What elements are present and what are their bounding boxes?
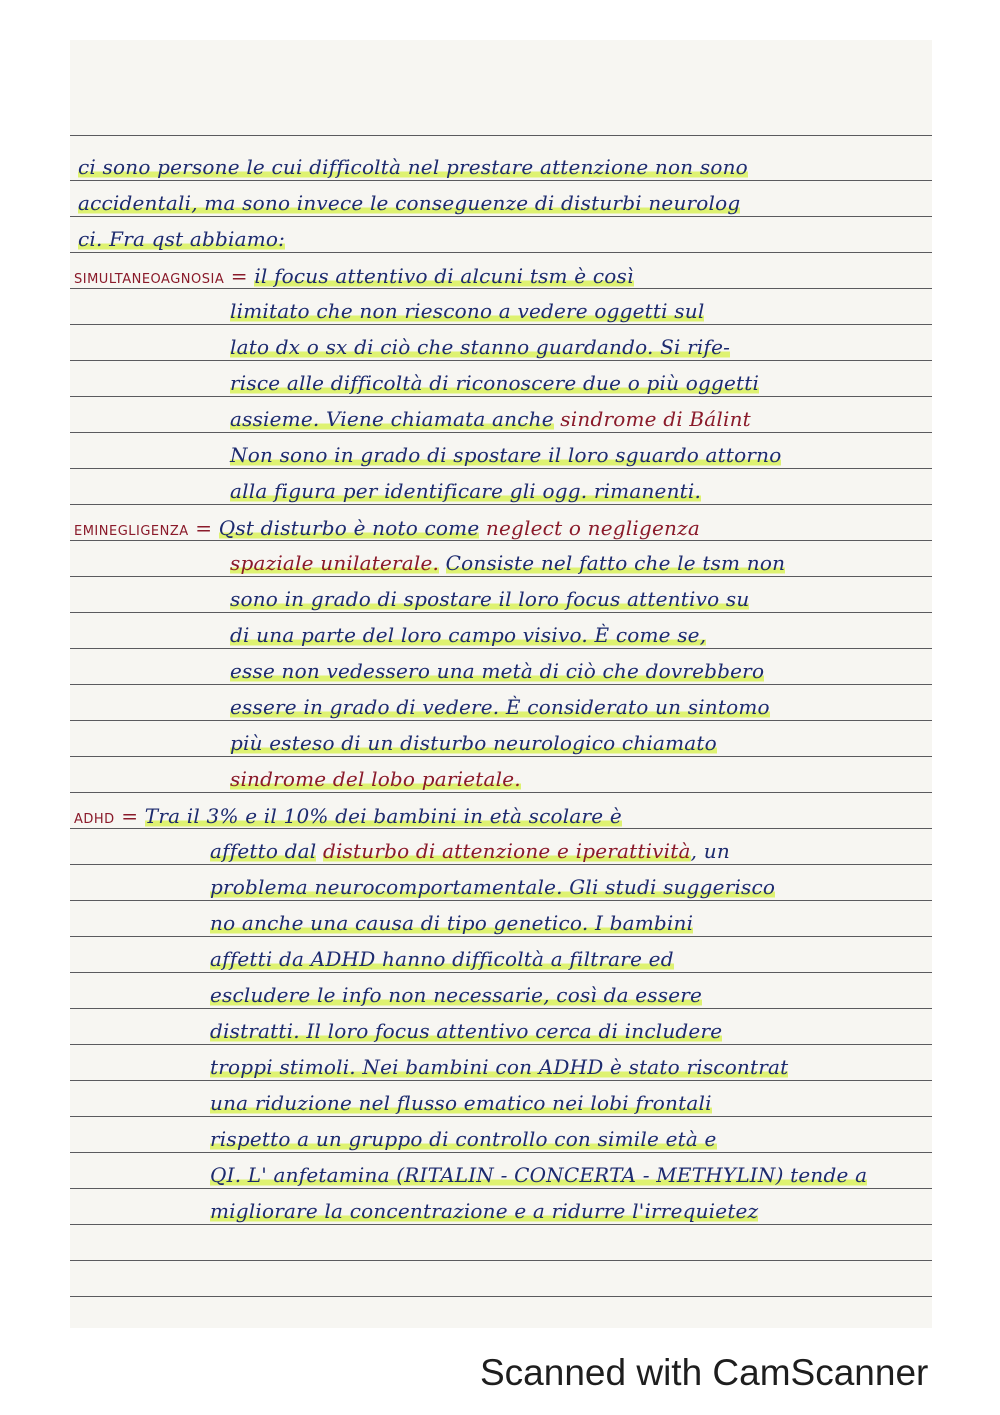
rule-line <box>70 828 932 829</box>
emineglect-line-1: EMINEGLIGENZA = Qst disturbo è noto come neglect o negligenza <box>74 516 700 540</box>
adhd-line-7: distratti. Il loro focus attentivo cerca di includere <box>210 1019 723 1043</box>
rule-line <box>70 684 932 685</box>
rule-line <box>70 180 932 181</box>
neglect-term-cont: spaziale unilaterale. <box>230 551 440 575</box>
emineglect-line-8: sindrome del lobo parietale. <box>230 767 521 791</box>
intro-line-1: ci sono persone le cui difficoltà nel prestare attenzione non sono <box>78 155 748 179</box>
rule-line <box>70 216 932 217</box>
emineglect-eq: = <box>195 516 213 540</box>
rule-line <box>70 396 932 397</box>
simultanagnosia-line-1: SIMULTANEOAGNOSIA = il focus attentivo di alcuni tsm è così <box>74 264 634 288</box>
rule-line <box>70 504 932 505</box>
adhd-line-3: problema neurocomportamentale. Gli studi suggerisco <box>210 875 776 899</box>
adhd-line-5: affetti da ADHD hanno difficoltà a filtrare ed <box>210 947 674 971</box>
rule-line <box>70 468 932 469</box>
rule-line <box>70 540 932 541</box>
rule-line <box>70 1188 932 1189</box>
intro-line-2: accidentali, ma sono invece le conseguenze di disturbi neurolog <box>78 191 741 215</box>
adhd-line-11: QI. L' anfetamina (RITALIN - CONCERTA - METHYLIN) tende a <box>210 1163 868 1187</box>
simultanagnosia-line-6: Non sono in grado di spostare il loro sguardo attorno <box>230 443 782 467</box>
adhd-full-name: disturbo di attenzione e iperattività <box>322 839 691 863</box>
rule-line <box>70 1224 932 1225</box>
rule-line <box>70 288 932 289</box>
rule-line <box>70 972 932 973</box>
emineglect-term: EMINEGLIGENZA <box>74 524 189 539</box>
rule-line <box>70 612 932 613</box>
simultanagnosia-line-4: risce alle difficoltà di riconoscere due o più oggetti <box>230 371 760 395</box>
simultanagnosia-line-2: limitato che non riescono a vedere oggetti sul <box>230 299 705 323</box>
rule-line <box>70 648 932 649</box>
balint-syndrome: sindrome di Bálint <box>560 407 751 431</box>
rule-line <box>70 864 932 865</box>
rule-line <box>70 576 932 577</box>
rule-line <box>70 360 932 361</box>
camscanner-watermark: Scanned with CamScanner <box>480 1352 929 1393</box>
emineglect-line-3: sono in grado di spostare il loro focus attentivo su <box>230 587 750 611</box>
rule-line <box>70 432 932 433</box>
neglect-term: neglect o negligenza <box>485 516 700 540</box>
rule-line <box>70 1260 932 1261</box>
adhd-line-2: affetto dal disturbo di attenzione e iperattività, un <box>210 839 730 863</box>
emineglect-line-2: spaziale unilaterale. Consiste nel fatto che le tsm non <box>230 551 786 575</box>
adhd-line-10: rispetto a un gruppo di controllo con simile età e <box>210 1127 717 1151</box>
adhd-line-1: ADHD = Tra il 3% e il 10% dei bambini in età scolare è <box>74 804 622 828</box>
rule-line <box>70 1080 932 1081</box>
simultanagnosia-term: SIMULTANEOAGNOSIA <box>74 272 225 287</box>
rule-line <box>70 324 932 325</box>
adhd-eq: = <box>121 804 139 828</box>
rule-line <box>70 1044 932 1045</box>
rule-line <box>70 720 932 721</box>
rule-line <box>70 1152 932 1153</box>
simultanagnosia-line-5: assieme. Viene chiamata anche sindrome di Bálint <box>230 407 751 431</box>
rule-line <box>70 135 932 136</box>
rule-line <box>70 1008 932 1009</box>
simultanagnosia-line-3: lato dx o sx di ciò che stanno guardando. Si rife- <box>230 335 731 359</box>
simultanagnosia-line-7: alla figura per identificare gli ogg. rimanenti. <box>230 479 702 503</box>
rule-line <box>70 252 932 253</box>
emineglect-line-4: di una parte del loro campo visivo. È come se, <box>230 623 707 647</box>
rule-line <box>70 1116 932 1117</box>
emineglect-line-7: più esteso di un disturbo neurologico chiamato <box>230 731 717 755</box>
emineglect-line-5: esse non vedessero una metà di ciò che dovrebbero <box>230 659 765 683</box>
emineglect-line-6: essere in grado di vedere. È considerato un sintomo <box>230 695 770 719</box>
adhd-line-8: troppi stimoli. Nei bambini con ADHD è stato riscontrat <box>210 1055 789 1079</box>
rule-line <box>70 900 932 901</box>
adhd-line-4: no anche una causa di tipo genetico. I bambini <box>210 911 694 935</box>
adhd-line-6: escludere le info non necessarie, così da essere <box>210 983 703 1007</box>
simultanagnosia-eq: = <box>230 264 248 288</box>
notebook-page <box>70 40 932 1328</box>
intro-line-3: ci. Fra qst abbiamo: <box>78 227 286 251</box>
adhd-line-12: migliorare la concentrazione e a ridurre l'irrequietez <box>210 1199 759 1223</box>
adhd-term: ADHD <box>74 812 115 827</box>
rule-line <box>70 1296 932 1297</box>
adhd-line-9: una riduzione nel flusso ematico nei lobi frontali <box>210 1091 712 1115</box>
rule-line <box>70 756 932 757</box>
rule-line <box>70 936 932 937</box>
rule-line <box>70 792 932 793</box>
